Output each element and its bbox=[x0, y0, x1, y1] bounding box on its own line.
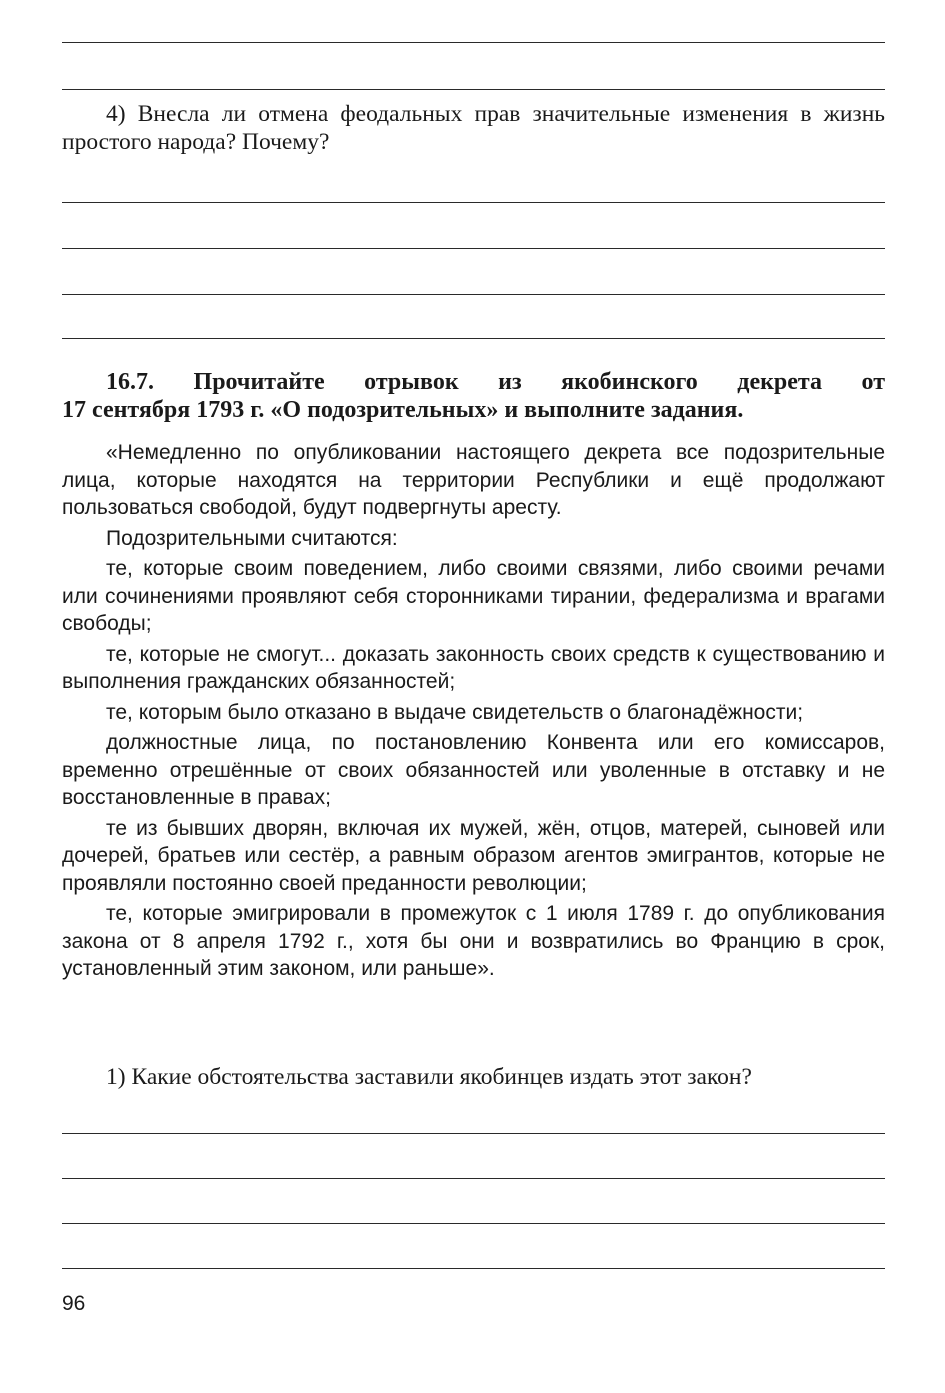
task-heading-line-1 bbox=[62, 368, 885, 396]
excerpt-paragraph: те, которые эмигрировали в промежуток с 1 июля 1789 г. до опубликования закона от 8 апреля 1792 г., хотя бы они и возвратились во Францию в срок, установленный этим законом, или раньше». bbox=[62, 902, 885, 980]
question-4-text: Внесла ли отмена феодальных прав значительные изменения в жизнь простого народа? Почему? bbox=[62, 101, 885, 155]
excerpt-paragraph: должностные лица, по постановлению Конвента или его комиссаров, временно отрешённые от своих обязанностей или уволенные в отставку и не восстановленные в правах; bbox=[62, 731, 885, 809]
task-heading-line-2: 17 сентября 1793 г. «О подозрительных» и выполните задания. bbox=[62, 397, 744, 423]
answer-line[interactable] bbox=[62, 1178, 885, 1179]
task-heading-text-1: Прочитайте отрывок из якобинского декрета от bbox=[193, 369, 885, 395]
excerpt-paragraph: «Немедленно по опубликовании настоящего декрета все подозрительные лица, которые находятся на территории Республики и ещё продолжают пользоваться свободой, будут подвергнуты аресту. bbox=[62, 441, 885, 519]
question-1-label: 1) bbox=[106, 1064, 126, 1090]
answer-line[interactable] bbox=[62, 89, 885, 90]
answer-line[interactable] bbox=[62, 1133, 885, 1134]
task-heading bbox=[62, 368, 885, 424]
page-number: 96 bbox=[62, 1292, 86, 1315]
excerpt-paragraph: те, которые своим поведением, либо своими связями, либо своими речами или сочинениями проявляют себя сторонниками тирании, федерализма и врагами свободы; bbox=[62, 557, 885, 635]
answer-line[interactable] bbox=[62, 248, 885, 249]
question-4-label: 4) bbox=[106, 101, 126, 127]
answer-line[interactable] bbox=[62, 1223, 885, 1224]
answer-line[interactable] bbox=[62, 202, 885, 203]
task-number: 16.7. bbox=[106, 369, 154, 395]
answer-line[interactable] bbox=[62, 42, 885, 43]
excerpt-paragraph: те, которым было отказано в выдаче свидетельств о благонадёжности; bbox=[106, 700, 804, 724]
decree-excerpt bbox=[62, 439, 885, 986]
answer-line[interactable] bbox=[62, 338, 885, 339]
question-4 bbox=[62, 100, 885, 156]
excerpt-paragraph: Подозрительными считаются: bbox=[106, 526, 398, 550]
excerpt-paragraph: те из бывших дворян, включая их мужей, жён, отцов, матерей, сыновей или дочерей, братьев или сестёр, а равным образом агентов эмигрантов, которые не проявляли постоянно своей преданности революции; bbox=[62, 816, 885, 895]
answer-line[interactable] bbox=[62, 294, 885, 295]
answer-line[interactable] bbox=[62, 1268, 885, 1269]
excerpt-paragraph: те, которые не смогут... доказать законность своих средств к существованию и выполнения гражданских обязанностей; bbox=[62, 642, 885, 693]
question-1-text: Какие обстоятельства заставили якобинцев издать этот закон? bbox=[131, 1064, 752, 1090]
question-1 bbox=[62, 1063, 885, 1091]
